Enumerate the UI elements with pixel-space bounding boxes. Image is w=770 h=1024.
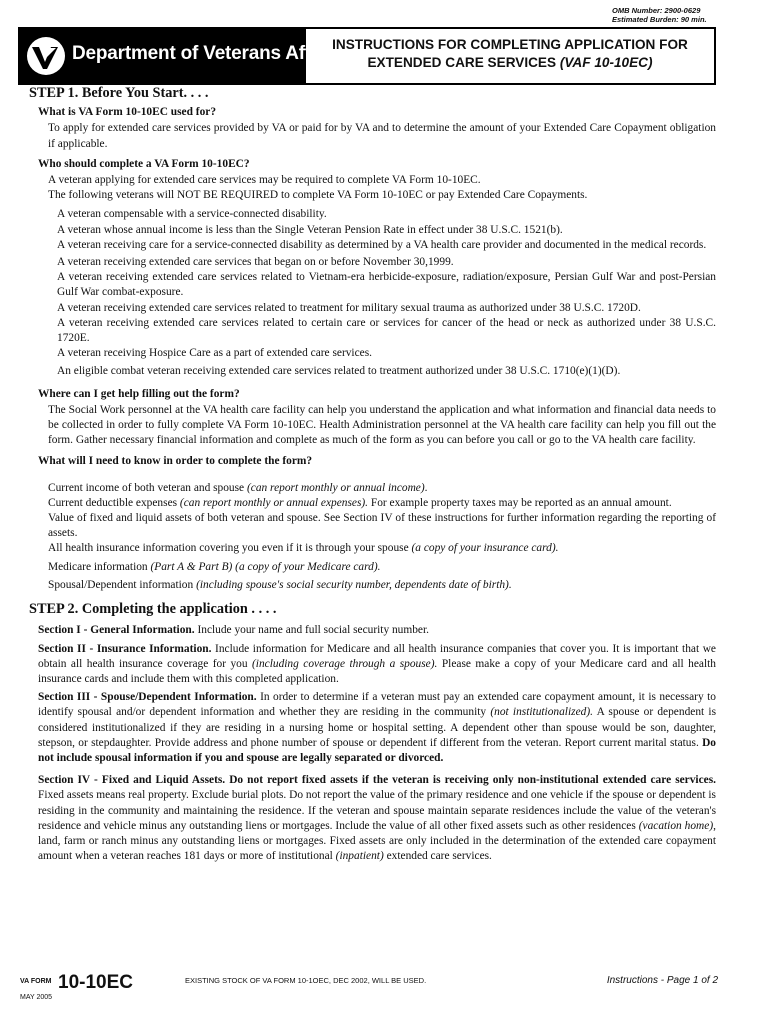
section-3-italic: (not institutionalized). (490, 706, 593, 719)
section-2-text: Include information for Medicare and all health insurance companies that cover you. It is important that we obtain all health insurance coverage for you (38, 642, 716, 670)
section-3-bold: Do not include spousal information if you and spouse are legally separated or divorced. (38, 736, 716, 764)
need-italic: (can report monthly or annual expenses). (179, 496, 369, 509)
exempt-item: A veteran receiving care for a service-connected disability as determined by a VA health care provider and documented in the medical records. (57, 238, 707, 251)
title-main: EXTENDED CARE SERVICES (367, 55, 560, 70)
question-needs: What will I need to know in order to complete the form? (38, 455, 313, 468)
need-italic: (including spouse's social security number, dependents date of birth). (196, 578, 512, 591)
section-1-text: Include your name and full social security number. (194, 624, 429, 637)
section-4-text: extended care services. (383, 850, 492, 863)
question-help: Where can I get help filling out the form? (38, 387, 240, 400)
section-4-text: , land, farm or ranch minus any outstanding liens or mortgages. Fixed assets are only included in the determination of the extended care copayment amount when a veteran reaches 181 days or more of institutional (38, 819, 716, 863)
title-line-1: INSTRUCTIONS FOR COMPLETING APPLICATION FOR (332, 37, 688, 52)
need-text: Current income of both veteran and spouse (48, 481, 247, 494)
section-3-after: A spouse or dependent is considered institutionalized if they are residing in a nursing home or hospital setting. A dependent other than spouse would be son, daughter, stepson, or stepdaughter. Provide address and phone number of spouse or dependent if different from the veteran. Report current marital status. (38, 706, 717, 749)
need-item (48, 481, 716, 496)
va-seal-icon (26, 36, 66, 76)
exempt-item: An eligible combat veteran receiving extended care services related to treatment authorized under 38 U.S.C. 1710(e)(1)(D). (57, 365, 621, 378)
exempt-item: A veteran receiving extended care services that began on or before November 30,1999. (57, 256, 454, 269)
footer-form-date: MAY 2005 (20, 994, 53, 1001)
step1-heading: STEP 1. Before You Start. . . . (29, 85, 209, 101)
need-text: Spousal/Dependent information (48, 578, 197, 591)
omb-info (612, 6, 707, 24)
section-4-italic: (inpatient) (335, 850, 384, 863)
need-text: Medicare information (48, 560, 151, 573)
need-italic: (a copy of your insurance card). (411, 542, 559, 555)
need-italic: (can report monthly or annual income) (246, 481, 425, 494)
section-2-after: Please make a copy of your Medicare card and all health insurance cards and include them with this completed application. (38, 657, 717, 685)
answer-purpose: To apply for extended care services provided by VA or paid for by VA and to determine the amount of your Extended Care Copayment obligation if applicable. (48, 122, 716, 150)
question-purpose: What is VA Form 10-10EC used for? (38, 106, 217, 119)
need-item (48, 511, 716, 541)
need-after: For example property taxes may be reported as an annual amount. (368, 496, 672, 509)
section-2-italic: (including coverage through a spouse). (252, 657, 438, 670)
step2-heading: STEP 2. Completing the application . . . . (29, 601, 277, 618)
section-3-text: In order to determine if a veteran must pay an extended care copayment amount, it is necessary to identify spousal and/or dependent information and whether they are residing in the community (38, 691, 716, 719)
section-3-spouse (38, 690, 716, 766)
title-line-2 (306, 54, 714, 72)
footer-stock-note: EXISTING STOCK OF VA FORM 10-1OEC, DEC 2002, WILL BE USED. (185, 976, 427, 985)
need-after: . (424, 481, 428, 494)
footer-page-number: Instructions - Page 1 of 2 (606, 975, 718, 986)
estimated-burden: Estimated Burden: 90 min. (612, 15, 707, 24)
need-item (48, 496, 716, 511)
omb-number: OMB Number: 2900-0629 (612, 6, 701, 15)
section-2-insurance (38, 642, 716, 688)
department-name: Department of Veterans Affairs (72, 43, 345, 64)
page-title (306, 29, 714, 83)
need-text: Current deductible expenses (48, 496, 180, 509)
answer-who-line1: A veteran applying for extended care services may be required to complete VA Form 10-10EC. (48, 174, 481, 187)
answer-who-line2: The following veterans will NOT BE REQUIRED to complete VA Form 10-10EC or pay Extended Care Copayments. (48, 189, 588, 202)
exempt-item: A veteran compensable with a service-connected disability. (57, 208, 327, 221)
exempt-item: A veteran receiving extended care services related to certain care or services for cancer of the head or neck as authorized under 38 U.S.C. 1720E. (57, 316, 716, 345)
need-italic: (Part A & Part B) (a copy of your Medicare card). (150, 560, 381, 573)
section-4-assets (38, 773, 716, 864)
exempt-item: A veteran receiving Hospice Care as a part of extended care services. (57, 347, 372, 360)
exempt-item: A veteran receiving extended care services related to treatment for military sexual trauma as authorized under 38 U.S.C. 1720D. (57, 301, 641, 314)
section-4-text: Fixed assets means real property. Exclude burial plots. Do not report the value of the primary residence and one vehicle if the spouse or dependent is residing in the community and maintaining the residence. If the veteran and spouse maintain separate residences include the value of the veteran's residence and vehicle minus any outstanding liens or mortgages. Include the value of all other fixed assets such as other residences (38, 789, 716, 832)
section-4-title: Section IV - Fixed and Liquid Assets. Do not report fixed assets if the veteran is receiving only non-institutional extended care services. (38, 774, 716, 787)
footer-va-form-label: VA FORM (20, 978, 52, 985)
question-who: Who should complete a VA Form 10-10EC? (38, 157, 250, 170)
form-footer (20, 968, 718, 1018)
need-item (48, 560, 716, 575)
section-2-title: Section II - Insurance Information. (38, 642, 212, 655)
section-4-italic: (vacation home) (638, 819, 714, 832)
section-3-title: Section III - Spouse/Dependent Information. (38, 691, 257, 704)
need-item (48, 578, 716, 593)
need-text: All health insurance information covering you even if it is through your spouse (48, 542, 412, 555)
exempt-item: A veteran whose annual income is less than the Single Veteran Pension Rate in effect under 38 U.S.C. 1521(b). (57, 223, 563, 236)
instructions-body (20, 86, 716, 867)
need-text: Value of fixed and liquid assets of both veteran and spouse. See Section IV of these instructions for further information regarding the reporting of assets. (48, 512, 716, 540)
section-1-general (38, 623, 716, 638)
exempt-item: A veteran receiving extended care services related to Vietnam-era herbicide-exposure, radiation/exposure, Persian Gulf War and post-Persian Gulf War combat-exposure. (57, 271, 716, 299)
form-header (18, 27, 716, 85)
title-form-number: (VAF 10-10EC) (559, 55, 653, 70)
footer-form-number: 10-10EC (58, 972, 133, 993)
answer-help: The Social Work personnel at the VA health care facility can help you understand the application and what information and financial data needs to be collected in order to fully complete VA Form 10-10EC. Health Administration personnel at the VA health care facility can help you fill out the form. Gather necessary financial information and complete as much of the form as you can before you call or go to the VA health care facility. (48, 403, 716, 447)
section-1-title: Section I - General Information. (38, 624, 195, 637)
need-item (48, 541, 716, 556)
va-logo-banner (20, 29, 345, 83)
